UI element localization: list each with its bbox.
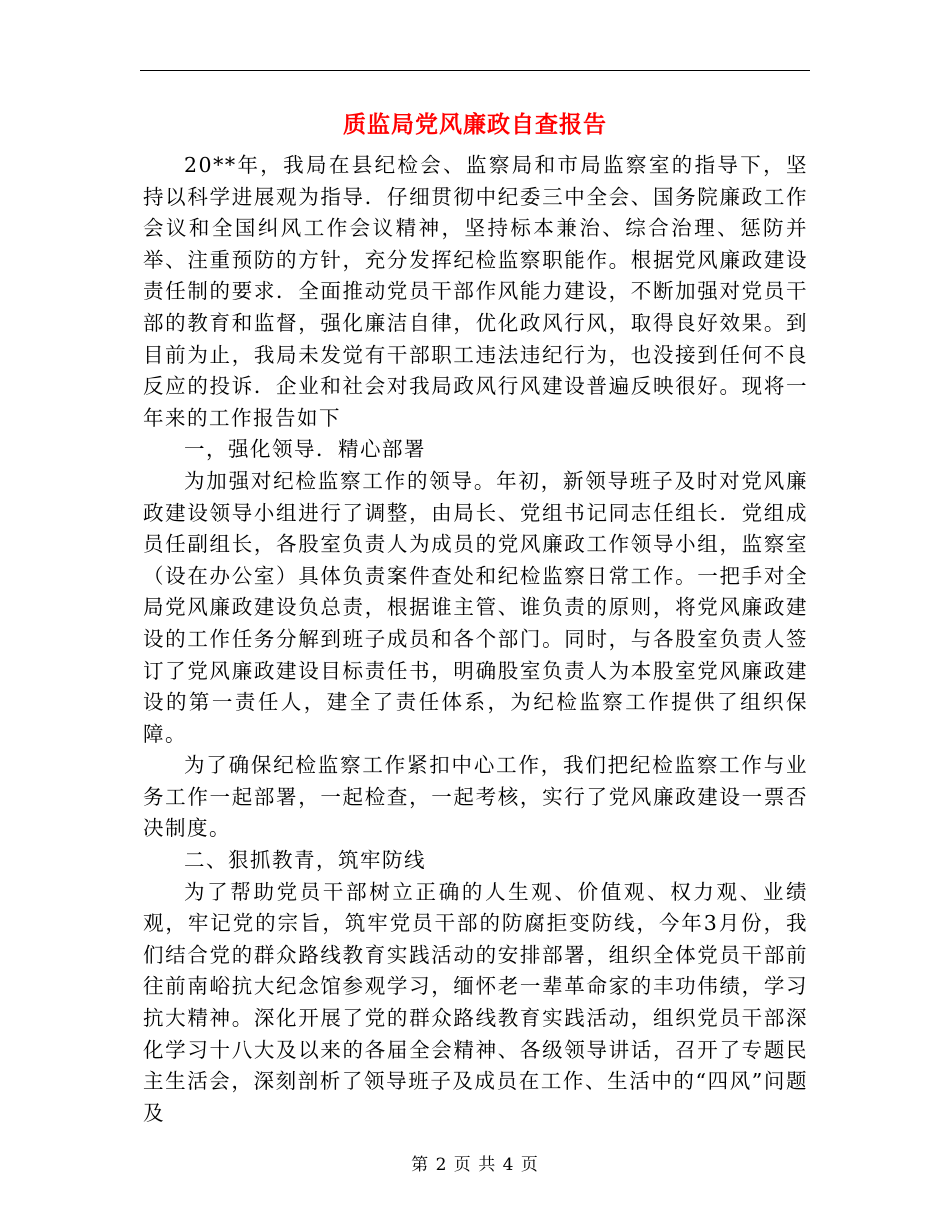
paragraph-deployment: 为了确保纪检监察工作紧扣中心工作，我们把纪检监察工作与业务工作一起部署，一起检查，一起考核，实行了党风廉政建设一票否决制度。 [143, 753, 808, 841]
section-heading-2: 二、狠抓教青，筑牢防线 [184, 848, 426, 873]
section-heading-1: 一，强化领导．精心部署 [184, 437, 426, 462]
paragraph-leadership: 为加强对纪检监察工作的领导。年初，新领导班子及时对党风廉政建设领导小组进行了调整，由局长、党组书记同志任组长．党组成员任副组长，各股室负责人为成员的党风廉政工作领导小组，监察室（设在办公室）具体负责案件查处和纪检监察日常工作。一把手对全局党风廉政建设负总责，根据谁主管、谁负责的原则，将党风廉政建设的工作任务分解到班子成员和各个部门。同时，与各股室负责人签订了党风廉政建设目标责任书，明确股室负责人为本股室党风廉政建设的第一责任人，建全了责任体系，为纪检监察工作提供了组织保障。 [143, 468, 808, 746]
page-number-footer: 第 2 页 共 4 页 [411, 1155, 539, 1175]
paragraph-education: 为了帮助党员干部树立正确的人生观、价值观、权力观、业绩观，牢记党的宗旨，筑牢党员干部的防腐拒变防线，今年3月份，我们结合党的群众路线教育实践活动的安排部署，组织全体党员干部前往前南峪抗大纪念馆参观学习，缅怀老一辈革命家的丰功伟绩，学习抗大精神。深化开展了党的群众路线教育实践活动，组织党员干部深化学习十八大及以来的各届全会精神、各级领导讲话，召开了专题民主生活会，深刻剖析了领导班子及成员在工作、生活中的“四风”问题及 [143, 879, 808, 1125]
document-title: 质监局党风廉政自查报告 [343, 111, 607, 138]
header-rule [140, 70, 810, 71]
paragraph-intro: 20**年，我局在县纪检会、监察局和市局监察室的指导下，坚持以科学进展观为指导．仔细贯彻中纪委三中全会、国务院廉政工作会议和全国纠风工作会议精神，坚持标本兼治、综合治理、惩防并举、注重预防的方针，充分发挥纪检监察职能作。根据党风廉政建设责任制的要求．全面推动党员干部作风能力建设，不断加强对党员干部的教育和监督，强化廉洁自律，优化政风行风，取得良好效果。到目前为止，我局未发觉有干部职工违法违纪行为，也没接到任何不良反应的投诉．企业和社会对我局政风行风建设普遍反映很好。现将一年来的工作报告如下 [143, 153, 808, 430]
document-body [143, 150, 808, 1129]
